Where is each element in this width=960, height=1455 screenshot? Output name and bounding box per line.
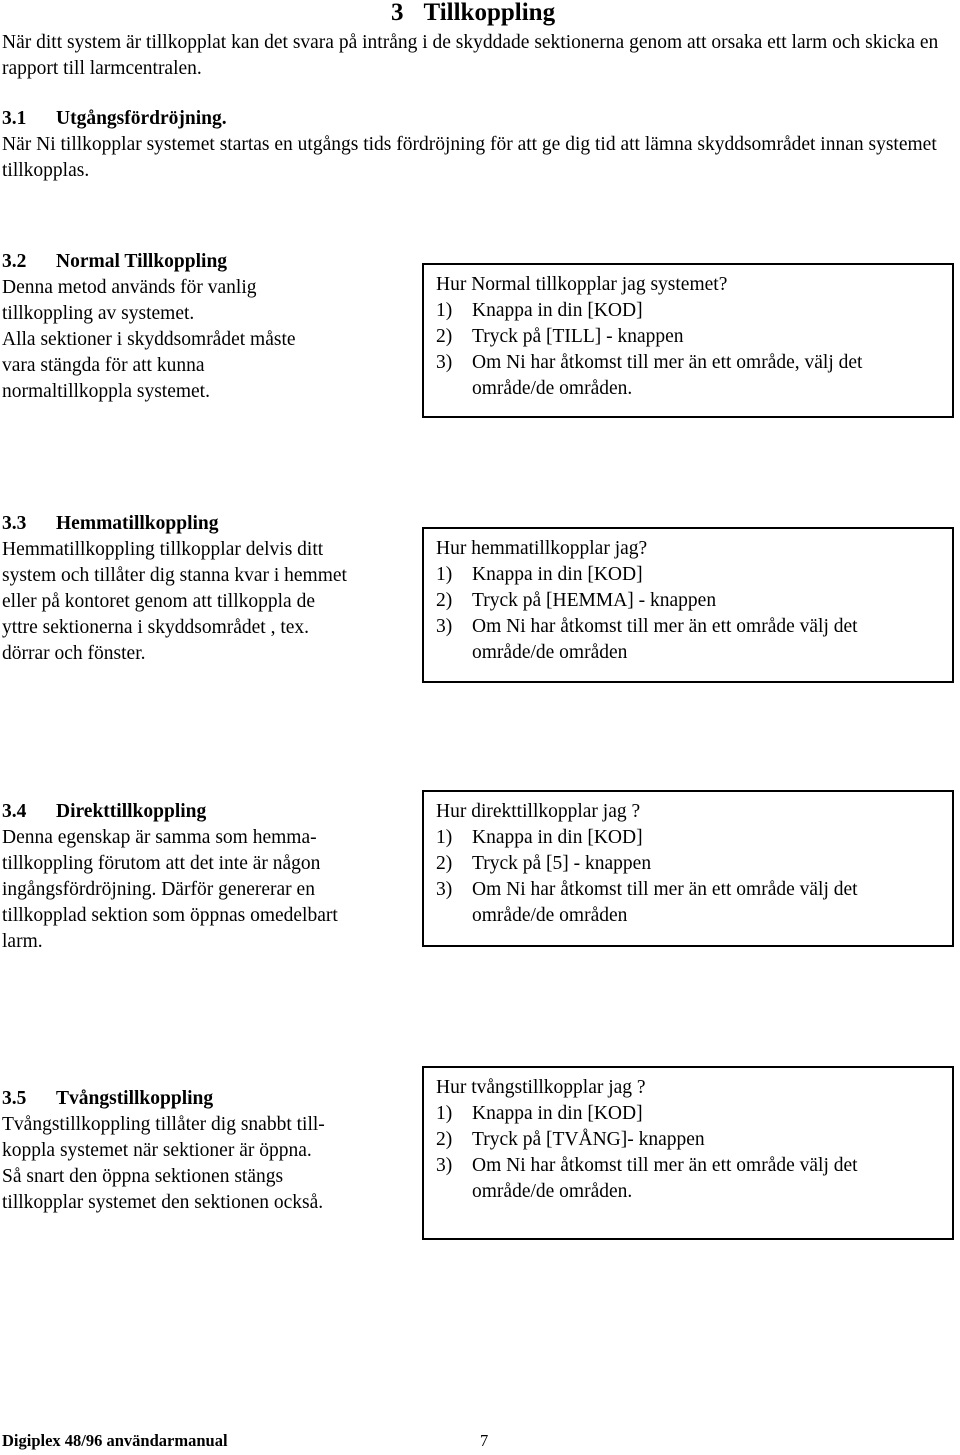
step-item — [436, 562, 940, 588]
section-line: system och tillåter dig stanna kvar i hemmet — [2, 565, 347, 586]
chapter-title-text: Tillkoppling — [423, 0, 556, 26]
step-text: Om Ni har åtkomst till mer än ett område välj det område/de områden — [472, 879, 858, 926]
step-number: 3) — [436, 352, 453, 373]
step-list — [436, 1101, 940, 1205]
step-text: Tryck på [TVÅNG]- knappen — [472, 1129, 705, 1150]
step-list — [436, 825, 940, 929]
chapter-number: 3 — [391, 0, 404, 26]
section-line: ingångsfördröjning. Därför genererar en — [2, 879, 315, 900]
section-3-2 — [2, 249, 407, 405]
section-heading — [2, 249, 407, 275]
section-heading — [2, 799, 407, 825]
step-text: Knappa in din [KOD] — [472, 827, 643, 848]
step-list — [436, 298, 940, 402]
step-text: Om Ni har åtkomst till mer än ett område välj det område/de områden — [472, 616, 858, 663]
section-line: Denna metod används för vanlig — [2, 277, 257, 298]
step-text: Knappa in din [KOD] — [472, 564, 643, 585]
section-line: tillkopplad sektion som öppnas omedelbart — [2, 905, 338, 926]
section-line: eller på kontoret genom att tillkoppla de — [2, 591, 315, 612]
section-title: Hemmatillkoppling — [56, 513, 219, 534]
section-title: Utgångsfördröjning. — [56, 108, 227, 129]
step-list — [436, 562, 940, 666]
box-question: Hur hemmatillkopplar jag? — [436, 538, 648, 559]
step-item — [436, 588, 940, 614]
step-text: Tryck på [TILL] - knappen — [472, 326, 684, 347]
section-line: Tvångstillkoppling tillåter dig snabbt till- — [2, 1114, 325, 1135]
step-item — [436, 877, 940, 929]
section-line: tillkoppling av systemet. — [2, 303, 195, 324]
step-number: 2) — [436, 326, 453, 347]
section-title: Tvångstillkoppling — [56, 1088, 214, 1109]
section-number: 3.3 — [2, 513, 27, 534]
step-item — [436, 1153, 940, 1205]
step-item — [436, 851, 940, 877]
instruction-box-direkt — [422, 790, 954, 947]
section-line: Så snart den öppna sektionen stängs — [2, 1166, 284, 1187]
step-item — [436, 614, 940, 666]
section-heading — [2, 1086, 407, 1112]
section-line: Denna egenskap är samma som hemma- — [2, 827, 317, 848]
section-number: 3.2 — [2, 251, 27, 272]
step-item — [436, 324, 940, 350]
section-line: tillkoppling förutom att det inte är någon — [2, 853, 321, 874]
instruction-box-tvang — [422, 1066, 954, 1240]
section-line: normaltillkoppla systemet. — [2, 381, 210, 402]
step-item — [436, 350, 940, 402]
section-line: koppla systemet när sektioner är öppna. — [2, 1140, 312, 1161]
section-3-5 — [2, 1086, 407, 1216]
step-item — [436, 1101, 940, 1127]
step-number: 1) — [436, 564, 453, 585]
section-3-1 — [2, 106, 952, 184]
step-number: 2) — [436, 853, 453, 874]
step-number: 3) — [436, 879, 453, 900]
section-heading — [2, 511, 407, 537]
instruction-box-hemma — [422, 527, 954, 683]
section-line: dörrar och fönster. — [2, 643, 146, 664]
section-line: Alla sektioner i skyddsområdet måste — [2, 329, 296, 350]
step-number: 1) — [436, 1103, 453, 1124]
section-title: Normal Tillkoppling — [56, 251, 228, 272]
footer-manual-title: Digiplex 48/96 användarmanual — [2, 1431, 228, 1450]
section-line: vara stängda för att kunna — [2, 355, 205, 376]
step-text: Tryck på [5] - knappen — [472, 853, 652, 874]
section-3-3 — [2, 511, 407, 667]
step-item — [436, 1127, 940, 1153]
step-item — [436, 825, 940, 851]
step-text: Knappa in din [KOD] — [472, 300, 643, 321]
intro-paragraph: När ditt system är tillkopplat kan det svara på intrång i de skyddade sektionerna genom att orsaka ett larm och skicka en rapport till larmcentralen. — [2, 32, 939, 79]
section-heading — [2, 106, 952, 132]
section-number: 3.5 — [2, 1088, 27, 1109]
chapter-title — [391, 0, 555, 28]
section-line: yttre sektionerna i skyddsområdet , tex. — [2, 617, 310, 638]
footer-page-number: 7 — [480, 1431, 489, 1450]
step-number: 1) — [436, 827, 453, 848]
step-number: 1) — [436, 300, 453, 321]
section-line: larm. — [2, 931, 43, 952]
step-text: Knappa in din [KOD] — [472, 1103, 643, 1124]
section-line: Hemmatillkoppling tillkopplar delvis ditt — [2, 539, 324, 560]
box-question: Hur direkttillkopplar jag ? — [436, 801, 641, 822]
instruction-box-normal — [422, 263, 954, 418]
step-number: 2) — [436, 590, 453, 611]
step-number: 3) — [436, 616, 453, 637]
box-question: Hur tvångstillkopplar jag ? — [436, 1077, 646, 1098]
step-text: Tryck på [HEMMA] - knappen — [472, 590, 717, 611]
step-text: Om Ni har åtkomst till mer än ett område välj det område/de områden. — [472, 1155, 858, 1202]
step-text: Om Ni har åtkomst till mer än ett område, välj det område/de områden. — [472, 352, 863, 399]
section-text: När Ni tillkopplar systemet startas en utgångs tids fördröjning för att ge dig tid att lämna skyddsområdet innan systemet tillkopplas. — [2, 134, 937, 181]
step-number: 3) — [436, 1155, 453, 1176]
step-item — [436, 298, 940, 324]
section-number: 3.1 — [2, 108, 27, 129]
section-line: tillkopplar systemet den sektionen också. — [2, 1192, 324, 1213]
step-number: 2) — [436, 1129, 453, 1150]
section-number: 3.4 — [2, 801, 27, 822]
box-question: Hur Normal tillkopplar jag systemet? — [436, 274, 728, 295]
section-title: Direkttillkoppling — [56, 801, 207, 822]
section-3-4 — [2, 799, 407, 955]
